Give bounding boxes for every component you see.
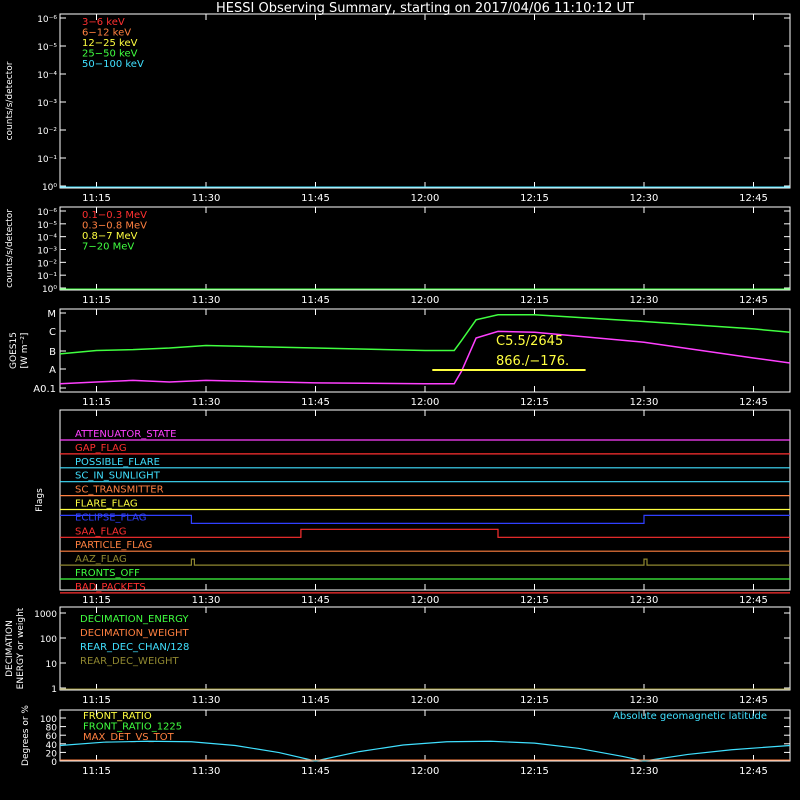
y-tick-label: 10⁻⁵ — [37, 220, 57, 231]
y-tick-label: B — [49, 347, 56, 358]
legend-entry: 0.1−0.3 MeV — [82, 210, 147, 221]
time-tick-label: 12:15 — [520, 397, 549, 408]
time-tick-label: 11:45 — [301, 295, 330, 306]
flag-label: FLARE_FLAG — [75, 498, 138, 510]
time-tick-label: 12:30 — [629, 193, 659, 204]
y-tick-label: 10⁻¹ — [37, 155, 57, 165]
y-tick-label: 80 — [45, 723, 57, 734]
time-tick-label: 12:00 — [410, 766, 440, 777]
flag-label: SAA_FLAG — [75, 526, 127, 538]
y-axis-label: ENERGY or weight — [16, 607, 26, 690]
y-tick-label: 100 — [39, 635, 57, 645]
time-tick-label: 11:15 — [82, 595, 111, 606]
time-tick-label: 11:45 — [301, 193, 330, 204]
plot-frame — [60, 207, 790, 290]
time-tick-label: 12:15 — [520, 595, 549, 606]
y-tick-label: 10⁻² — [37, 127, 57, 137]
y-axis-label: Flags — [35, 488, 45, 512]
y-tick-label: 100 — [39, 715, 57, 725]
legend-entry: FRONT_RATIO_1225 — [83, 721, 183, 733]
time-tick-label: 12:30 — [629, 295, 659, 306]
time-tick-label: 12:00 — [410, 695, 440, 706]
legend-entry: 25−50 keV — [82, 48, 138, 60]
time-tick-label: 11:45 — [301, 766, 330, 777]
time-tick-label: 11:30 — [191, 295, 221, 306]
time-tick-label: 11:30 — [191, 766, 221, 777]
time-tick-label: 11:15 — [82, 295, 111, 306]
goes-series-line — [60, 331, 790, 383]
y-tick-label: 10⁻⁴ — [37, 71, 57, 81]
legend-entry: 50−100 keV — [82, 59, 144, 70]
flag-label: PARTICLE_FLAG — [75, 540, 153, 552]
y-tick-label: 10⁻⁶ — [37, 15, 57, 25]
flag-line — [60, 529, 790, 537]
time-tick-label: 12:45 — [739, 193, 768, 204]
time-tick-label: 11:45 — [301, 595, 330, 606]
figure-title: HESSI Observing Summary, starting on 2017/04/06 11:10:12 UT — [216, 1, 634, 16]
y-axis-label: counts/s/detector — [5, 209, 15, 288]
y-axis-label: GOES15 — [9, 332, 19, 369]
y-tick-label: 10⁻³ — [37, 246, 57, 257]
time-tick-label: 11:15 — [82, 193, 111, 204]
y-tick-label: 1000 — [34, 610, 57, 620]
time-tick-label: 12:45 — [739, 397, 768, 408]
time-tick-label: 12:30 — [629, 766, 659, 777]
time-tick-label: 12:30 — [629, 695, 659, 706]
y-tick-label: M — [47, 309, 56, 320]
legend-entry: MAX_DET_VS_TOT — [83, 732, 174, 743]
flag-label: SC_IN_SUNLIGHT — [75, 470, 160, 482]
time-tick-label: 12:00 — [410, 595, 440, 606]
panel-decimation — [5, 607, 790, 706]
time-tick-label: 12:45 — [739, 695, 768, 706]
y-tick-label: 10⁰ — [41, 285, 57, 295]
time-tick-label: 12:45 — [739, 595, 768, 606]
legend-entry: 7−20 MeV — [82, 241, 135, 253]
flag-label: POSSIBLE_FLARE — [75, 456, 160, 468]
flag-label: FRONTS_OFF — [75, 568, 140, 579]
flag-line — [60, 559, 790, 565]
time-tick-label: 12:45 — [739, 295, 768, 306]
time-tick-label: 12:45 — [739, 766, 768, 777]
y-tick-label: 0 — [51, 758, 57, 768]
panel-high-energy — [5, 207, 790, 306]
time-tick-label: 12:00 — [410, 295, 440, 306]
legend-entry: 0.8−7 MeV — [82, 231, 138, 242]
time-tick-label: 11:15 — [82, 695, 111, 706]
y-tick-label: 10⁻³ — [37, 99, 57, 109]
flag-label: SC_TRANSMITTER — [75, 484, 164, 496]
flag-label: ATTENUATOR_STATE — [75, 429, 177, 440]
y-tick-label: A0.1 — [33, 384, 56, 395]
time-tick-label: 11:45 — [301, 695, 330, 706]
y-axis-label: Degrees or % — [21, 705, 31, 766]
flare-annotation: 866./−176. — [496, 354, 570, 369]
y-axis-label: counts/s/detector — [5, 61, 15, 141]
y-tick-label: 10⁻¹ — [37, 272, 57, 283]
y-tick-label: 20 — [45, 749, 57, 760]
legend-entry: 0.3−0.8 MeV — [82, 220, 147, 232]
legend-entry: DECIMATION_WEIGHT — [80, 628, 189, 639]
panel-goes — [9, 309, 790, 408]
time-tick-label: 12:15 — [520, 695, 549, 706]
legend-entry: 6−12 keV — [82, 27, 132, 39]
y-tick-label: 40 — [45, 740, 57, 751]
right-label: Absolute geomagnetic latitude — [613, 711, 767, 722]
legend-entry: 3−6 keV — [82, 17, 125, 28]
y-axis-label: DECIMATION — [5, 620, 15, 677]
flag-label: AAZ_FLAG — [75, 554, 127, 566]
flag-label: GAP_FLAG — [75, 442, 127, 454]
y-axis-label: [W m⁻²] — [20, 332, 30, 369]
y-tick-label: 10⁻² — [37, 259, 57, 270]
y-tick-label: 10 — [45, 660, 57, 670]
y-tick-label: 10⁻⁶ — [37, 208, 57, 218]
flag-line — [60, 515, 790, 523]
y-tick-label: 1 — [51, 685, 57, 695]
legend-entry: FRONT_RATIO — [83, 711, 152, 722]
time-tick-label: 12:00 — [410, 397, 440, 408]
time-tick-label: 12:15 — [520, 295, 549, 306]
flag-label: ECLIPSE_FLAG — [75, 512, 147, 524]
legend-entry: REAR_DEC_CHAN/128 — [80, 642, 190, 653]
time-tick-label: 12:15 — [520, 766, 549, 777]
legend-entry: DECIMATION_ENERGY — [80, 614, 189, 625]
legend-entry: REAR_DEC_WEIGHT — [80, 656, 179, 667]
y-tick-label: 10⁻⁴ — [37, 233, 57, 244]
panels — [5, 14, 790, 777]
flag-label: BAD_PACKETS — [75, 581, 146, 593]
panel-lightcurve — [5, 14, 790, 204]
y-tick-label: 60 — [45, 732, 57, 743]
y-tick-label: A — [49, 365, 56, 376]
flare-annotation: C5.5/2645 — [496, 334, 564, 349]
time-tick-label: 11:15 — [82, 766, 111, 777]
panel-flags — [35, 410, 790, 606]
plot-frame — [60, 14, 790, 188]
time-tick-label: 12:00 — [410, 193, 440, 204]
time-tick-label: 11:30 — [191, 595, 221, 606]
time-tick-label: 11:30 — [191, 193, 221, 204]
time-tick-label: 11:15 — [82, 397, 111, 408]
y-tick-label: C — [49, 327, 56, 338]
time-tick-label: 12:30 — [629, 595, 659, 606]
time-tick-label: 11:45 — [301, 397, 330, 408]
panel-geomagnetic — [21, 705, 790, 777]
time-tick-label: 11:30 — [191, 397, 221, 408]
y-tick-label: 10⁰ — [41, 183, 57, 193]
y-tick-label: 10⁻⁵ — [37, 43, 57, 53]
legend-entry: 12−25 keV — [82, 38, 138, 49]
time-tick-label: 12:30 — [629, 397, 659, 408]
time-tick-label: 12:15 — [520, 193, 549, 204]
time-tick-label: 11:30 — [191, 695, 221, 706]
